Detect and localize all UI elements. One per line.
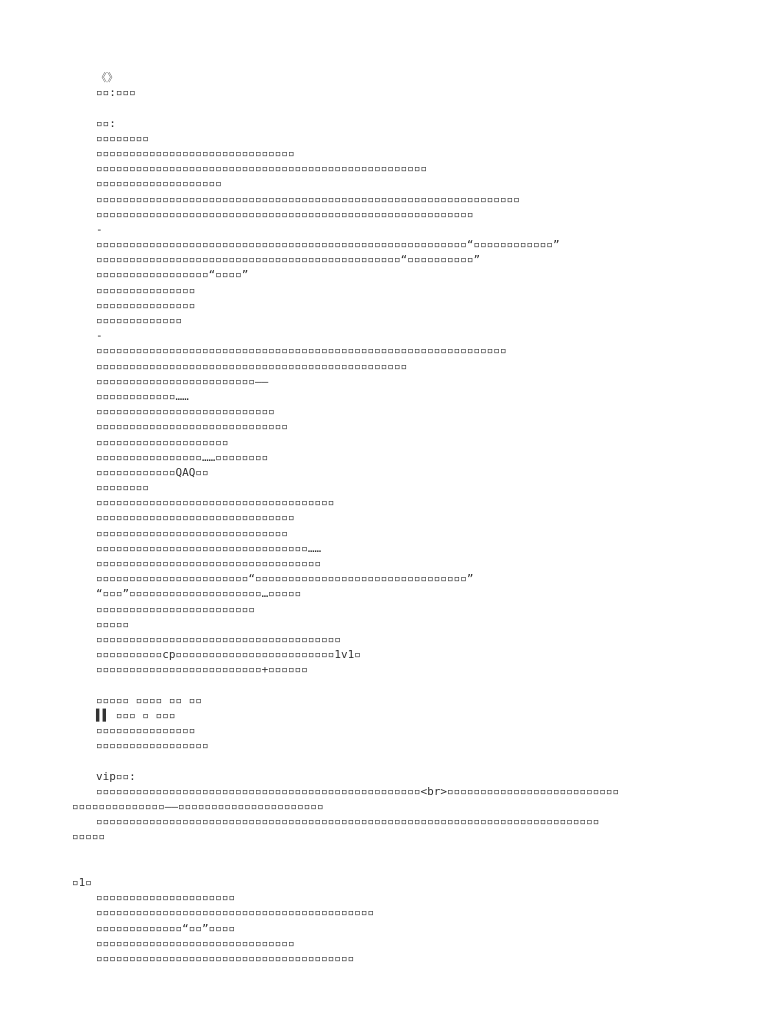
text-line: ▫▫▫▫▫▫▫▫▫▫▫▫▫▫▫▫▫▫▫▫▫▫▫▫▫▫▫▫▫▫▫▫▫▫▫▫▫▫▫▫▫▫▫▫▫▫▫▫▫▫▫▫▫▫▫▫▫▫▫▫▫▫▫▫ <box>96 192 520 206</box>
text-line: ▫▫▫▫▫▫▫▫▫▫▫▫▫ <box>96 314 183 327</box>
text-line: ▫▫▫▫▫▫▫▫▫▫▫▫▫▫▫▫▫▫▫▫▫▫▫▫—— <box>96 374 269 388</box>
text-line: ▫▫▫▫▫▫▫▫▫▫▫▫▫▫▫▫▫▫▫▫▫▫▫▫▫▫▫▫▫▫▫▫▫▫▫▫ <box>96 496 335 510</box>
text-line: vip▫▫: <box>96 769 136 783</box>
text-line: ▫▫▫▫▫▫▫▫▫▫▫▫▫▫▫▫▫“▫▫▫▫” <box>96 268 249 282</box>
text-line: ▫▫▫▫▫▫▫▫▫▫▫▫▫▫▫▫……▫▫▫▫▫▫▫▫ <box>96 450 269 464</box>
text-line: ▫▫▫▫▫▫▫▫▫▫▫▫▫▫▫▫▫▫▫▫▫▫▫▫▫▫▫▫▫▫ <box>96 146 295 160</box>
text-line: ▫▫▫▫▫▫▫▫▫▫▫▫▫▫▫▫▫▫▫▫▫▫▫▫▫▫▫▫▫ <box>96 420 289 434</box>
text-line: ▫▫▫▫▫▫▫▫▫▫▫▫▫▫▫▫▫▫▫▫▫▫▫▫ <box>96 602 255 616</box>
text-line: ▫▫▫▫▫▫▫▫▫▫▫▫▫▫▫▫▫ <box>96 739 209 753</box>
text-line: ▫1▫ <box>72 875 92 889</box>
text-line: ▫▫▫▫▫▫▫▫▫▫▫▫▫▫▫▫▫▫▫▫▫▫▫▫▫▫▫▫▫▫▫▫▫▫▫▫▫▫▫▫▫▫ <box>96 906 375 920</box>
text-line: ▫▫▫▫▫▫▫▫▫▫▫▫▫▫▫▫▫▫▫▫▫▫▫▫▫▫▫▫▫▫▫▫▫▫ <box>96 557 322 570</box>
text-line: ▫▫▫▫▫ <box>96 617 130 631</box>
text-line: ▫▫▫▫▫▫▫▫▫▫▫▫QAQ▫▫ <box>96 465 209 479</box>
blank-line <box>0 100 768 115</box>
text-line: ▫▫▫▫▫▫▫▫ <box>96 131 149 145</box>
text-line: ▫▫▫▫▫▫▫▫▫▫▫▫▫▫▫▫▫▫▫▫▫▫▫▫▫▫▫▫▫▫▫▫▫▫▫▫▫▫▫▫▫▫▫▫▫▫▫▫▫<br>▫▫▫▫▫▫▫▫▫▫▫▫▫▫▫▫▫▫▫▫▫▫▫▫▫▫ <box>96 784 620 798</box>
text-line: ▫▫▫▫▫▫▫▫▫▫▫▫▫▫▫▫▫▫▫▫▫▫▫▫▫▫▫▫▫▫▫▫…… <box>96 541 322 555</box>
text-line: “▫▫▫”▫▫▫▫▫▫▫▫▫▫▫▫▫▫▫▫▫▫▫▫…▫▫▫▫▫ <box>96 587 302 601</box>
text-line: ▫▫▫▫▫▫▫▫▫▫▫▫▫▫▫▫▫▫▫▫▫▫▫▫▫▫▫▫▫▫▫▫▫▫▫▫▫▫▫▫▫▫▫▫▫▫▫▫▫▫▫▫▫▫▫▫“▫▫▫▫▫▫▫▫▫▫▫▫” <box>96 238 560 252</box>
blank-line <box>0 753 768 768</box>
text-line: ▫▫▫▫▫▫▫▫▫▫▫▫▫▫▫▫▫▫▫▫▫▫▫▫▫▫▫▫▫▫▫▫▫▫▫▫▫▫▫▫▫▫▫▫▫▫“▫▫▫▫▫▫▫▫▫▫” <box>96 253 481 267</box>
text-line: ▫▫▫▫▫▫▫▫▫▫▫▫▫▫▫▫▫▫▫▫▫▫▫▫▫▫▫▫▫▫▫▫▫▫▫▫▫▫▫▫▫▫▫▫▫▫▫▫▫▫▫▫▫▫▫▫▫▫▫▫▫▫ <box>96 344 507 358</box>
text-line: ▫▫▫▫▫▫▫▫▫▫▫▫▫▫▫▫▫▫▫▫▫▫▫▫▫+▫▫▫▫▫▫ <box>96 663 308 677</box>
text-line: 《》 <box>96 71 118 84</box>
text-line: ▫▫: <box>96 116 116 130</box>
text-line: ▫▫▫▫▫▫▫▫▫▫▫▫▫▫▫▫▫▫▫▫▫▫▫▫▫▫▫▫▫▫▫▫▫▫▫▫▫▫▫▫▫▫▫▫▫▫▫ <box>96 359 408 373</box>
text-line: - <box>96 222 103 236</box>
text-line: ▫▫▫▫▫▫▫▫▫▫▫▫▫▫▫▫▫▫▫ <box>96 177 222 191</box>
blank-line <box>0 860 768 875</box>
text-line: ▫▫▫▫▫▫▫▫▫▫▫▫▫▫▫▫▫▫▫▫▫▫▫▫▫▫▫▫▫ <box>96 526 289 540</box>
text-line: ▌▌ ▫▫▫ ▫ ▫▫▫ <box>96 708 176 722</box>
text-line: ▫▫▫▫▫▫▫▫▫▫cp▫▫▫▫▫▫▫▫▫▫▫▫▫▫▫▫▫▫▫▫▫▫▫▫1v1▫ <box>96 648 361 662</box>
text-line: ▫▫▫▫▫▫▫▫▫▫▫▫▫▫▫▫▫▫▫▫▫▫▫▫▫▫▫▫▫▫▫▫▫▫▫▫▫ <box>96 632 342 646</box>
text-line: ▫▫:▫▫▫ <box>96 86 136 100</box>
text-line: ▫▫▫▫▫▫▫▫▫▫▫▫▫▫▫ <box>96 724 196 738</box>
text-line: ▫▫▫▫▫▫▫▫▫▫▫▫▫▫▫ <box>96 283 196 297</box>
text-line: ▫▫▫▫▫▫▫▫▫▫▫▫▫▫▫▫▫▫▫▫▫ <box>96 891 236 905</box>
text-line: ▫▫▫▫▫▫▫▫▫▫▫▫▫“▫▫”▫▫▫▫ <box>96 921 236 935</box>
text-line: ▫▫▫▫▫▫▫▫▫▫▫▫▫▫▫▫▫▫▫▫▫▫▫▫▫▫▫ <box>96 405 275 419</box>
text-line: ▫▫▫▫▫▫▫▫▫▫▫▫▫▫▫▫▫▫▫▫▫▫▫▫▫▫▫▫▫▫ <box>96 511 295 525</box>
text-line: ▫▫▫▫▫ ▫▫▫▫ ▫▫ ▫▫ <box>96 693 202 707</box>
text-line: ▫▫▫▫▫▫▫▫▫▫▫▫▫▫▫▫▫▫▫▫▫▫▫▫▫▫▫▫▫▫▫▫▫▫▫▫▫▫▫▫▫▫▫▫▫▫▫▫▫▫ <box>96 162 428 176</box>
text-line: ▫▫▫▫▫▫▫▫ <box>96 481 149 495</box>
text-line: ▫▫▫▫▫▫▫▫▫▫▫▫…… <box>96 389 189 403</box>
blank-line <box>0 678 768 693</box>
text-line: ▫▫▫▫▫▫▫▫▫▫▫▫▫▫▫▫▫▫▫▫▫▫▫▫▫▫▫▫▫▫▫▫▫▫▫▫▫▫▫ <box>96 951 355 965</box>
text-line: ▫▫▫▫▫▫▫▫▫▫▫▫▫▫▫▫▫▫▫▫▫▫▫“▫▫▫▫▫▫▫▫▫▫▫▫▫▫▫▫▫▫▫▫▫▫▫▫▫▫▫▫▫▫▫▫” <box>96 572 474 586</box>
blank-line <box>0 845 768 860</box>
text-line: ▫▫▫▫▫▫▫▫▫▫▫▫▫▫▫▫▫▫▫▫▫▫▫▫▫▫▫▫▫▫▫▫▫▫▫▫▫▫▫▫▫▫▫▫▫▫▫▫▫▫▫▫▫▫▫▫▫▫▫▫▫▫▫▫▫▫▫▫▫▫▫▫▫▫▫▫ <box>96 815 600 829</box>
text-line: - <box>96 329 103 343</box>
text-line: ▫▫▫▫▫▫▫▫▫▫▫▫▫▫▫ <box>96 298 196 312</box>
text-line: ▫▫▫▫▫▫▫▫▫▫▫▫▫▫——▫▫▫▫▫▫▫▫▫▫▫▫▫▫▫▫▫▫▫▫▫▫ <box>72 800 324 813</box>
text-line: ▫▫▫▫▫▫▫▫▫▫▫▫▫▫▫▫▫▫▫▫▫▫▫▫▫▫▫▫▫▫ <box>96 936 295 950</box>
text-line: ▫▫▫▫▫▫▫▫▫▫▫▫▫▫▫▫▫▫▫▫▫▫▫▫▫▫▫▫▫▫▫▫▫▫▫▫▫▫▫▫▫▫▫▫▫▫▫▫▫▫▫▫▫▫▫▫▫ <box>96 207 474 221</box>
text-line: ▫▫▫▫▫ <box>72 830 106 844</box>
text-line: ▫▫▫▫▫▫▫▫▫▫▫▫▫▫▫▫▫▫▫▫ <box>96 435 229 449</box>
